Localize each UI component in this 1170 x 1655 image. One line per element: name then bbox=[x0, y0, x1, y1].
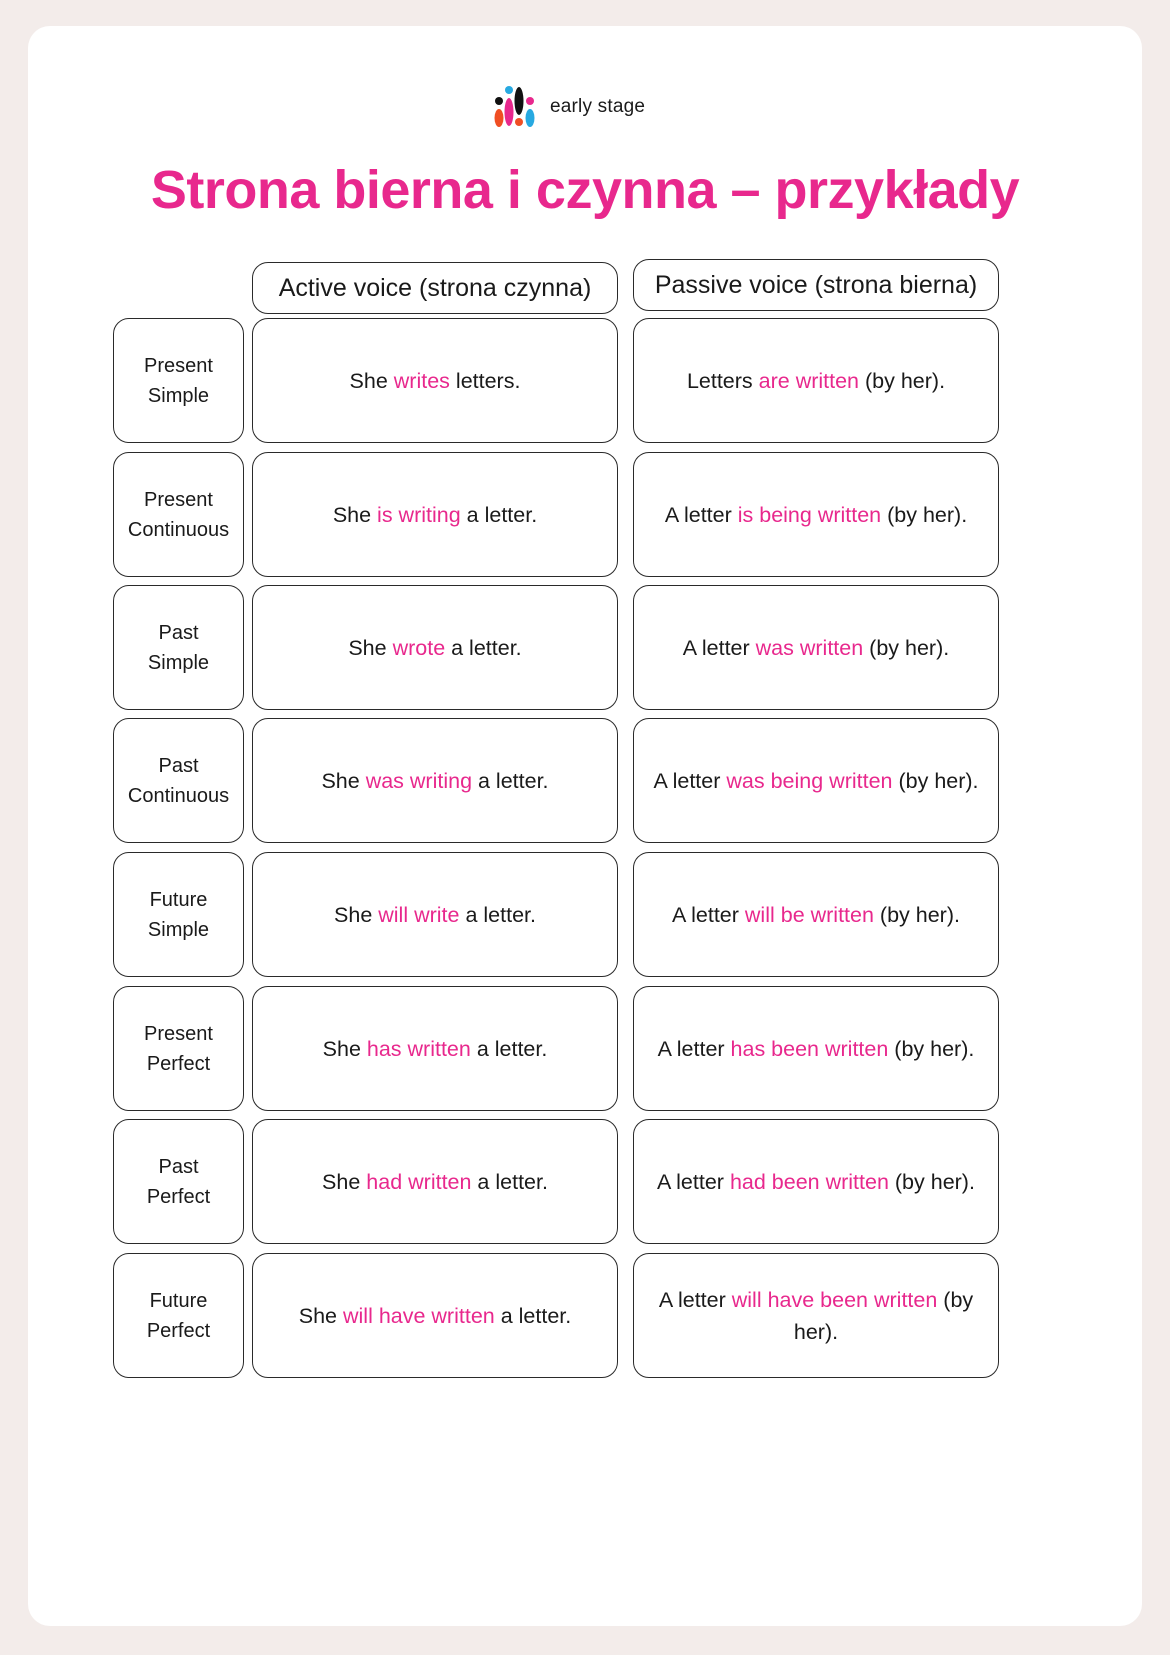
verb-highlight: will be written bbox=[744, 902, 874, 927]
verb-highlight: will have written bbox=[342, 1303, 495, 1328]
tense-label bbox=[113, 986, 244, 1111]
active-sentence bbox=[252, 718, 618, 843]
sentence-part: (by her). bbox=[863, 635, 950, 660]
verb-highlight: was written bbox=[755, 635, 864, 660]
active-sentence-text bbox=[322, 1166, 548, 1198]
sentence-part: a letter. bbox=[470, 1036, 548, 1061]
verb-highlight: is writing bbox=[377, 502, 461, 527]
verb-highlight: wrote bbox=[392, 635, 446, 660]
sentence-part: a letter. bbox=[494, 1303, 572, 1328]
sentence-part: Letters bbox=[686, 368, 759, 393]
active-sentence-text bbox=[321, 765, 548, 797]
sentence-part: letters. bbox=[449, 368, 521, 393]
verb-highlight: has written bbox=[366, 1036, 471, 1061]
sentence-part: (by her). bbox=[873, 902, 960, 927]
tense-label bbox=[113, 1253, 244, 1378]
passive-sentence-text bbox=[644, 1284, 988, 1348]
sentence-part: (by her). bbox=[859, 368, 946, 393]
verb-highlight: will write bbox=[378, 902, 460, 927]
active-sentence bbox=[252, 986, 618, 1111]
sentence-part: a letter. bbox=[445, 635, 522, 660]
header-active-voice: Active voice (strona czynna) bbox=[252, 262, 618, 314]
active-sentence bbox=[252, 318, 618, 443]
sentence-part: A letter bbox=[658, 1287, 732, 1312]
passive-sentence bbox=[633, 318, 999, 443]
sentence-part: a letter. bbox=[460, 502, 538, 527]
sentence-part: a letter. bbox=[471, 1169, 548, 1194]
sentence-part: A letter bbox=[657, 1169, 730, 1194]
verb-highlight: had written bbox=[366, 1169, 472, 1194]
verb-highlight: was being written bbox=[726, 768, 893, 793]
early-stage-logo-icon bbox=[494, 86, 536, 128]
passive-sentence-text bbox=[653, 765, 978, 797]
sentence-part: A letter bbox=[672, 902, 745, 927]
sentence-part: (by her). bbox=[888, 1169, 975, 1194]
verb-highlight: are written bbox=[758, 368, 860, 393]
sentence-part: She bbox=[322, 1169, 367, 1194]
active-sentence bbox=[252, 1119, 618, 1244]
passive-sentence bbox=[633, 852, 999, 977]
passive-sentence bbox=[633, 718, 999, 843]
active-sentence-text bbox=[323, 1033, 548, 1065]
tense-label-line: Continuous bbox=[127, 518, 230, 541]
verb-highlight: writes bbox=[393, 368, 450, 393]
sentence-part: a letter. bbox=[459, 902, 536, 927]
tense-label bbox=[113, 318, 244, 443]
active-sentence-text bbox=[334, 899, 536, 931]
active-sentence-text bbox=[348, 632, 521, 664]
sentence-part: (by her). bbox=[881, 502, 968, 527]
tense-label-line: Present bbox=[144, 1022, 213, 1045]
tense-label-line: Simple bbox=[147, 384, 210, 407]
tense-label-line: Past bbox=[158, 621, 199, 644]
tense-label-line: Past bbox=[158, 1155, 199, 1178]
active-sentence bbox=[252, 585, 618, 710]
sentence-part: She bbox=[322, 1036, 367, 1061]
verb-highlight: had been written bbox=[729, 1169, 889, 1194]
verb-highlight: was writing bbox=[365, 768, 473, 793]
tense-label-line: Perfect bbox=[146, 1052, 211, 1075]
active-sentence bbox=[252, 852, 618, 977]
active-sentence bbox=[252, 1253, 618, 1378]
tense-label-line: Perfect bbox=[146, 1185, 211, 1208]
sentence-part: She bbox=[334, 902, 379, 927]
tense-label-line: Future bbox=[149, 1289, 208, 1312]
passive-sentence bbox=[633, 986, 999, 1111]
active-sentence-text bbox=[333, 499, 537, 531]
sentence-part: a letter. bbox=[472, 768, 549, 793]
sentence-part: She bbox=[349, 368, 394, 393]
header-passive-voice: Passive voice (strona bierna) bbox=[633, 259, 999, 311]
tense-label bbox=[113, 1119, 244, 1244]
tense-label bbox=[113, 585, 244, 710]
verb-highlight: has been written bbox=[730, 1036, 889, 1061]
sentence-part: A letter bbox=[664, 502, 738, 527]
verb-highlight: is being written bbox=[737, 502, 882, 527]
tense-label-line: Present bbox=[144, 488, 213, 511]
tense-label bbox=[113, 718, 244, 843]
active-sentence bbox=[252, 452, 618, 577]
page-title: Strona bierna i czynna – przykłady bbox=[150, 160, 1020, 220]
passive-sentence-text bbox=[658, 1033, 975, 1065]
sentence-part: (by her). bbox=[888, 1036, 975, 1061]
tense-label-line: Past bbox=[158, 754, 199, 777]
sentence-part: A letter bbox=[653, 768, 727, 793]
sentence-part: (by her). bbox=[892, 768, 979, 793]
passive-sentence-text bbox=[657, 1166, 975, 1198]
tense-label-line: Present bbox=[144, 354, 213, 377]
tense-label-line: Future bbox=[149, 888, 208, 911]
active-sentence-text bbox=[350, 365, 521, 397]
tense-label-line: Perfect bbox=[146, 1319, 211, 1342]
passive-sentence bbox=[633, 1253, 999, 1378]
brand-logo bbox=[494, 86, 645, 128]
tense-label-line: Continuous bbox=[127, 784, 230, 807]
sentence-part: She bbox=[321, 768, 366, 793]
tense-label bbox=[113, 452, 244, 577]
tense-label-line: Simple bbox=[147, 651, 210, 674]
tense-label-line: Simple bbox=[147, 918, 210, 941]
passive-sentence-text bbox=[683, 632, 949, 664]
tense-label bbox=[113, 852, 244, 977]
passive-sentence bbox=[633, 452, 999, 577]
sentence-part: She bbox=[298, 1303, 343, 1328]
passive-sentence-text bbox=[665, 499, 967, 531]
sentence-part: A letter bbox=[657, 1036, 731, 1061]
brand-name: early stage bbox=[550, 96, 646, 117]
sentence-part: (by her). bbox=[793, 1287, 980, 1344]
passive-sentence bbox=[633, 1119, 999, 1244]
passive-sentence bbox=[633, 585, 999, 710]
verb-highlight: will have been written bbox=[731, 1287, 938, 1312]
passive-sentence-text bbox=[672, 899, 960, 931]
active-sentence-text bbox=[299, 1300, 571, 1332]
passive-sentence-text bbox=[687, 365, 945, 397]
sentence-part: She bbox=[332, 502, 378, 527]
sentence-part: A letter bbox=[682, 635, 756, 660]
sentence-part: She bbox=[348, 635, 393, 660]
